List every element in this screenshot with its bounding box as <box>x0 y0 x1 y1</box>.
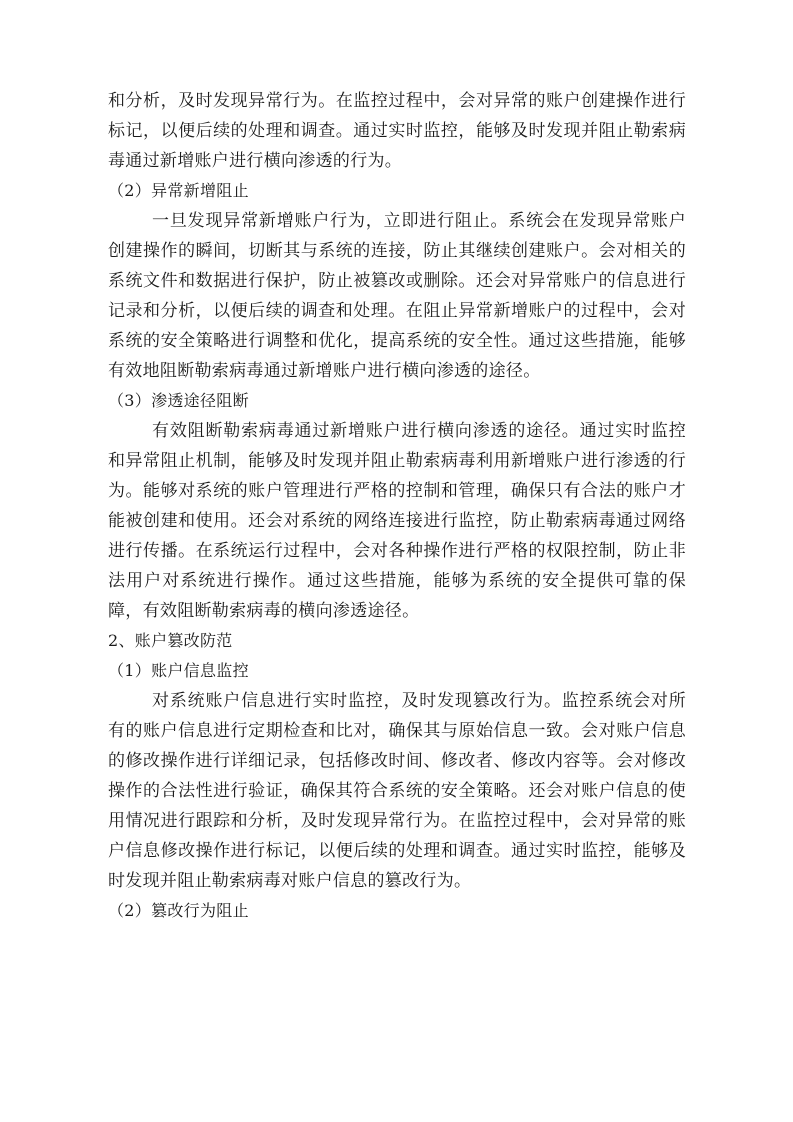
heading-abnormal-addition-blocking: （2）异常新增阻止 <box>108 181 249 200</box>
document-page <box>108 86 686 926</box>
paragraph-abnormal-addition-blocking: 一旦发现异常新增账户行为，立即进行阻止。系统会在发现异常账户创建操作的瞬间，切断其与系统的连接，防止其继续创建账户。会对相关的系统文件和数据进行保护，防止被篡改或删除。还会对异常账户的信息进行记录和分析，以便后续的调查和处理。在阻止异常新增账户的过程中，会对系统的安全策略进行调整和优化，提高系统的安全性。通过这些措施，能够有效地阻断勒索病毒通过新增账户进行横向渗透的途径。 <box>108 211 686 381</box>
paragraph-account-creation-monitoring-end: 和分析，及时发现异常行为。在监控过程中，会对异常的账户创建操作进行标记，以便后续的处理和调查。通过实时监控，能够及时发现并阻止勒索病毒通过新增账户进行横向渗透的行为。 <box>108 91 686 171</box>
heading-account-info-monitoring: （1）账户信息监控 <box>108 661 249 680</box>
heading-tampering-blocking: （2）篡改行为阻止 <box>108 901 249 920</box>
heading-penetration-path-blocking: （3）渗透途径阻断 <box>108 391 249 410</box>
paragraph-penetration-path-blocking: 有效阻断勒索病毒通过新增账户进行横向渗透的途径。通过实时监控和异常阻止机制，能够及时发现并阻止勒索病毒利用新增账户进行渗透的行为。能够对系统的账户管理进行严格的控制和管理，确保只有合法的账户才能被创建和使用。还会对系统的网络连接进行监控，防止勒索病毒通过网络进行传播。在系统运行过程中，会对各种操作进行严格的权限控制，防止非法用户对系统进行操作。通过这些措施，能够为系统的安全提供可靠的保障，有效阻断勒索病毒的横向渗透途径。 <box>108 421 686 621</box>
heading-account-tampering-prevention: 2、账户篡改防范 <box>108 631 233 650</box>
paragraph-account-info-monitoring: 对系统账户信息进行实时监控，及时发现篡改行为。监控系统会对所有的账户信息进行定期检查和比对，确保其与原始信息一致。会对账户信息的修改操作进行详细记录，包括修改时间、修改者、修改内容等。会对修改操作的合法性进行验证，确保其符合系统的安全策略。还会对账户信息的使用情况进行跟踪和分析，及时发现异常行为。在监控过程中，会对异常的账户信息修改操作进行标记，以便后续的处理和调查。通过实时监控，能够及时发现并阻止勒索病毒对账户信息的篡改行为。 <box>108 691 686 891</box>
